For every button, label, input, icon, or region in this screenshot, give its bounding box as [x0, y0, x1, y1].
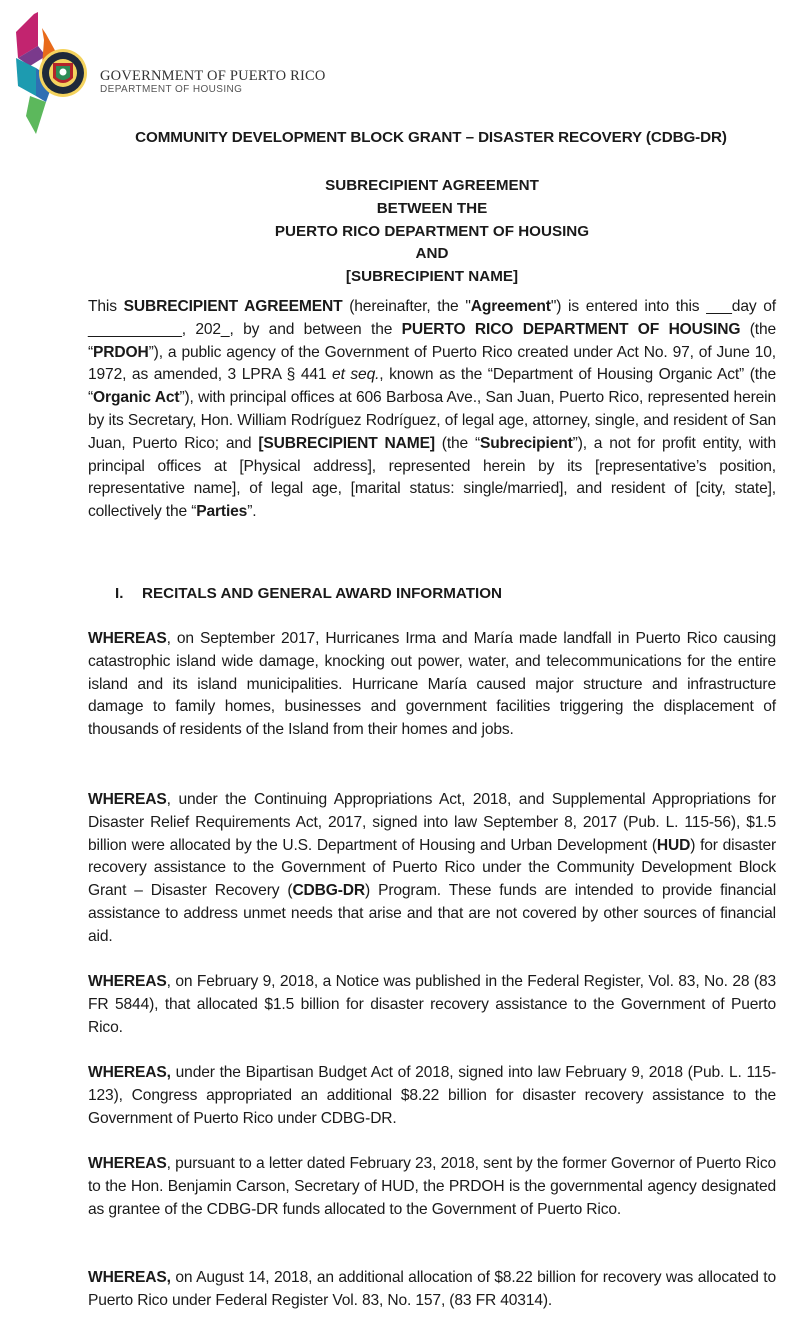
- ribbon-seal-icon: [6, 6, 106, 136]
- whereas-clause: WHEREAS, under the Bipartisan Budget Act of 2018, signed into law February 9, 2018 (Pub. L. 115-123), Congress appropriated an additional $8.22 billion for disaster recovery assistance to the Government of Puerto Rico under CDBG-DR.: [88, 1064, 776, 1127]
- whereas-clause: WHEREAS, pursuant to a letter dated February 23, 2018, sent by the former Governor of Puerto Rico to the Hon. Benjamin Carson, Secretary of HUD, the PRDOH is the governmental agency designated as grantee of the CDBG-DR funds allocated to the Government of Puerto Rico.: [88, 1155, 776, 1218]
- agreement-title-block: [0, 175, 800, 289]
- logo-title: GOVERNMENT OF PUERTO RICO: [100, 68, 326, 84]
- whereas-clause: WHEREAS, on August 14, 2018, an additional allocation of $8.22 billion for recovery was allocated to Puerto Rico under Federal Register Vol. 83, No. 157, (83 FR 40314).: [88, 1269, 776, 1309]
- section-heading: [115, 585, 502, 602]
- whereas-clause: WHEREAS, under the Continuing Appropriations Act, 2018, and Supplemental Appropriations for Disaster Relief Requirements Act, 2017, signed into law September 8, 2017 (Pub. L. 115-56), $1.5 billion were allocated by the U.S. Department of Housing and Urban Development (HUD) for disaster recovery assistance to the Government of Puerto Rico under the Community Development Block Grant – Disaster Recovery (CDBG-DR) Program. These funds are intended to provide financial assistance to address unmet needs that arise and that are not covered by other sources of financial aid.: [88, 791, 777, 945]
- logo-subtitle: DEPARTMENT OF HOUSING: [100, 84, 243, 95]
- subtitle-line: AND: [415, 245, 449, 263]
- prdoh-logo: [6, 6, 326, 136]
- section-number: I.: [115, 585, 124, 602]
- subtitle-line: BETWEEN THE: [376, 199, 488, 217]
- subtitle-line: SUBRECIPIENT AGREEMENT: [325, 177, 539, 194]
- section-title: RECITALS AND GENERAL AWARD INFORMATION: [142, 585, 502, 602]
- subtitle-line: [SUBRECIPIENT NAME]: [345, 268, 519, 286]
- subtitle-line: PUERTO RICO DEPARTMENT OF HOUSING: [274, 222, 590, 240]
- whereas-clause: WHEREAS, on September 2017, Hurricanes Irma and María made landfall in Puerto Rico causing catastrophic island wide damage, knocking out power, water, and telecommunications for the entire island and its island municipalities. Hurricane María caused major structure and infrastructure damage to family homes, businesses and government facilities triggering the displacement of thousands of residents of the Island from their homes and jobs.: [88, 630, 776, 739]
- whereas-clause: WHEREAS, on February 9, 2018, a Notice was published in the Federal Register, Vol. 83, No. 28 (83 FR 5844), that allocated $1.5 billion for disaster recovery assistance to the Government of Puerto Rico.: [88, 973, 776, 1036]
- intro-paragraph: This SUBRECIPIENT AGREEMENT (hereinafter, the "Agreement") is entered into this ___day of ___________, 202_, by and between the PUERTO RICO DEPARTMENT OF HOUSING (the “PRDOH”), a public agency of the Government of Puerto Rico created under Act No. 97, of June 10, 1972, as amended, 3 LPRA § 441 et seq., known as the “Department of Housing Organic Act” (the “Organic Act”), with principal offices at 606 Barbosa Ave., San Juan, Puerto Rico, represented herein by its Secretary, Hon. William Rodríguez Rodríguez, of legal age, attorney, single, and resident of San Juan, Puerto Rico; and [SUBRECIPIENT NAME] (the “Subrecipient”), a not for profit entity, with principal offices at [Physical address], represented herein by its [representative’s position, representative name], of legal age, [marital status: single/married], and resident of [city, state], collectively the “Parties”.: [88, 298, 777, 521]
- program-title: COMMUNITY DEVELOPMENT BLOCK GRANT – DISASTER RECOVERY (CDBG-DR): [135, 129, 727, 146]
